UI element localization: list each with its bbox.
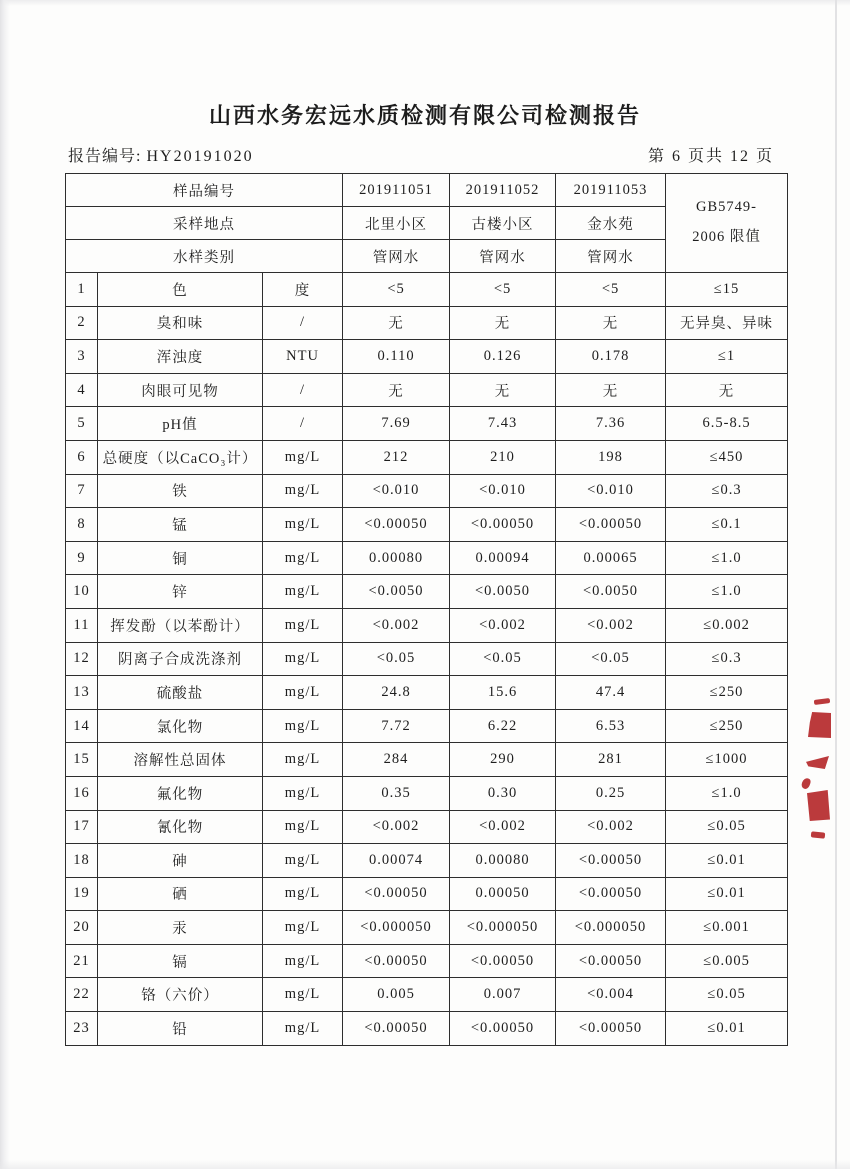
row-number: 16 — [66, 776, 98, 810]
param-name: 铜 — [98, 541, 263, 575]
param-unit: mg/L — [263, 642, 343, 676]
limit-value: 无 — [666, 373, 788, 407]
param-unit: mg/L — [263, 1012, 343, 1046]
param-name: 总硬度（以CaCO₃计） — [98, 440, 263, 474]
value-sample1: 7.72 — [343, 709, 450, 743]
limit-value: ≤250 — [666, 676, 788, 710]
value-sample2: 0.00080 — [450, 844, 556, 878]
location-1: 北里小区 — [343, 207, 450, 240]
limit-value: ≤0.05 — [666, 978, 788, 1012]
param-unit: mg/L — [263, 474, 343, 508]
param-name: 锌 — [98, 575, 263, 609]
value-sample2: 0.00050 — [450, 877, 556, 911]
sample-id-3: 201911053 — [556, 174, 666, 207]
param-name: 氰化物 — [98, 810, 263, 844]
value-sample1: <0.00050 — [343, 1012, 450, 1046]
value-sample2: <0.002 — [450, 810, 556, 844]
row-number: 1 — [66, 273, 98, 307]
value-sample1: 7.69 — [343, 407, 450, 441]
report-number-value: HY20191020 — [146, 148, 254, 165]
row-number: 6 — [66, 440, 98, 474]
location-3: 金水苑 — [556, 207, 666, 240]
sample-type-1: 管网水 — [343, 240, 450, 273]
value-sample1: 284 — [343, 743, 450, 777]
param-name: 阴离子合成洗涤剂 — [98, 642, 263, 676]
param-name: 镉 — [98, 944, 263, 978]
value-sample3: <0.002 — [556, 810, 666, 844]
limit-value: ≤450 — [666, 440, 788, 474]
value-sample1: 212 — [343, 440, 450, 474]
value-sample1: 无 — [343, 373, 450, 407]
param-unit: mg/L — [263, 508, 343, 542]
seal-stroke — [808, 712, 831, 738]
param-unit: mg/L — [263, 575, 343, 609]
param-name: 浑浊度 — [98, 340, 263, 374]
report-meta — [68, 143, 774, 166]
seal-stroke — [811, 831, 826, 838]
param-name: 砷 — [98, 844, 263, 878]
row-number: 14 — [66, 709, 98, 743]
limit-value: ≤0.01 — [666, 877, 788, 911]
row-number: 20 — [66, 911, 98, 945]
limit-value: ≤0.05 — [666, 810, 788, 844]
table-row — [66, 642, 788, 676]
limit-value: 无异臭、异味 — [666, 306, 788, 340]
limit-value: ≤1.0 — [666, 541, 788, 575]
sample-id-1: 201911051 — [343, 174, 450, 207]
value-sample1: 0.00080 — [343, 541, 450, 575]
value-sample1: <0.002 — [343, 608, 450, 642]
param-name: 溶解性总固体 — [98, 743, 263, 777]
value-sample3: <0.002 — [556, 608, 666, 642]
table-row — [66, 877, 788, 911]
limit-value: ≤1.0 — [666, 776, 788, 810]
param-unit: / — [263, 373, 343, 407]
value-sample3: 281 — [556, 743, 666, 777]
table-row — [66, 978, 788, 1012]
table-row — [66, 709, 788, 743]
value-sample3: <0.00050 — [556, 844, 666, 878]
value-sample2: <5 — [450, 273, 556, 307]
table-row — [66, 373, 788, 407]
row-number: 7 — [66, 474, 98, 508]
table-row — [66, 810, 788, 844]
seal-stroke — [814, 698, 830, 705]
value-sample2: 0.00094 — [450, 541, 556, 575]
param-name: 肉眼可见物 — [98, 373, 263, 407]
value-sample1: <0.00050 — [343, 944, 450, 978]
limit-value: ≤0.01 — [666, 1012, 788, 1046]
table-row — [66, 676, 788, 710]
param-name: 铅 — [98, 1012, 263, 1046]
red-seal-fragment-icon — [798, 692, 835, 847]
param-unit: mg/L — [263, 877, 343, 911]
value-sample3: 0.178 — [556, 340, 666, 374]
table-row — [66, 340, 788, 374]
limit-value: ≤0.002 — [666, 608, 788, 642]
location-2: 古楼小区 — [450, 207, 556, 240]
value-sample1: <0.002 — [343, 810, 450, 844]
value-sample2: <0.00050 — [450, 944, 556, 978]
param-name: 硫酸盐 — [98, 676, 263, 710]
value-sample3: <0.00050 — [556, 508, 666, 542]
value-sample2: <0.000050 — [450, 911, 556, 945]
sample-type-3: 管网水 — [556, 240, 666, 273]
value-sample2: <0.00050 — [450, 508, 556, 542]
value-sample3: <0.010 — [556, 474, 666, 508]
value-sample2: 无 — [450, 306, 556, 340]
value-sample1: 0.35 — [343, 776, 450, 810]
value-sample3: 198 — [556, 440, 666, 474]
param-unit: 度 — [263, 273, 343, 307]
limit-value: ≤0.005 — [666, 944, 788, 978]
value-sample3: <0.000050 — [556, 911, 666, 945]
value-sample3: <0.05 — [556, 642, 666, 676]
row-number: 15 — [66, 743, 98, 777]
seal-stroke — [807, 790, 830, 821]
value-sample2: <0.05 — [450, 642, 556, 676]
value-sample3: <5 — [556, 273, 666, 307]
param-unit: mg/L — [263, 743, 343, 777]
page-title: 山西水务宏远水质检测有限公司检测报告 — [208, 103, 641, 128]
value-sample1: 24.8 — [343, 676, 450, 710]
sample-type-label: 水样类别 — [66, 240, 343, 273]
param-name: 氟化物 — [98, 776, 263, 810]
param-unit: mg/L — [263, 676, 343, 710]
value-sample3: 无 — [556, 373, 666, 407]
row-number: 22 — [66, 978, 98, 1012]
limit-value: ≤15 — [666, 273, 788, 307]
value-sample1: 0.110 — [343, 340, 450, 374]
param-unit: mg/L — [263, 608, 343, 642]
value-sample2: 6.22 — [450, 709, 556, 743]
row-number: 13 — [66, 676, 98, 710]
param-name: pH值 — [98, 407, 263, 441]
value-sample1: <0.0050 — [343, 575, 450, 609]
sample-id-2: 201911052 — [450, 174, 556, 207]
value-sample2: 0.126 — [450, 340, 556, 374]
value-sample2: <0.010 — [450, 474, 556, 508]
sample-type-2: 管网水 — [450, 240, 556, 273]
param-unit: / — [263, 306, 343, 340]
sample-id-label: 样品编号 — [66, 174, 343, 207]
row-number: 11 — [66, 608, 98, 642]
table-row — [66, 273, 788, 307]
value-sample3: 无 — [556, 306, 666, 340]
scan-edge-top — [0, 0, 850, 6]
scan-edge-right — [835, 0, 837, 1169]
table-row — [66, 541, 788, 575]
row-number: 3 — [66, 340, 98, 374]
value-sample3: 47.4 — [556, 676, 666, 710]
table-row — [66, 575, 788, 609]
row-number: 23 — [66, 1012, 98, 1046]
value-sample2: <0.002 — [450, 608, 556, 642]
scan-edge-bottom — [0, 1160, 850, 1169]
value-sample2: 290 — [450, 743, 556, 777]
limit-value: 6.5-8.5 — [666, 407, 788, 441]
row-number: 2 — [66, 306, 98, 340]
param-name: 汞 — [98, 911, 263, 945]
param-unit: mg/L — [263, 776, 343, 810]
param-name: 挥发酚（以苯酚计） — [98, 608, 263, 642]
table-row — [66, 474, 788, 508]
table-row — [66, 508, 788, 542]
param-unit: NTU — [263, 340, 343, 374]
param-unit: mg/L — [263, 911, 343, 945]
row-number: 12 — [66, 642, 98, 676]
row-number: 21 — [66, 944, 98, 978]
limit-value: ≤1.0 — [666, 575, 788, 609]
value-sample1: <0.05 — [343, 642, 450, 676]
value-sample1: 无 — [343, 306, 450, 340]
value-sample2: 0.007 — [450, 978, 556, 1012]
table-row — [66, 608, 788, 642]
limit-value: ≤1000 — [666, 743, 788, 777]
row-number: 18 — [66, 844, 98, 878]
value-sample2: 无 — [450, 373, 556, 407]
results-table — [65, 173, 788, 1046]
value-sample2: 210 — [450, 440, 556, 474]
table-row — [66, 1012, 788, 1046]
param-name: 铬（六价） — [98, 978, 263, 1012]
param-name: 铁 — [98, 474, 263, 508]
limit-value: ≤0.01 — [666, 844, 788, 878]
value-sample2: 0.30 — [450, 776, 556, 810]
location-label: 采样地点 — [66, 207, 343, 240]
value-sample3: 0.25 — [556, 776, 666, 810]
row-number: 4 — [66, 373, 98, 407]
value-sample2: <0.00050 — [450, 1012, 556, 1046]
value-sample2: 15.6 — [450, 676, 556, 710]
param-unit: mg/L — [263, 978, 343, 1012]
param-unit: mg/L — [263, 440, 343, 474]
param-unit: mg/L — [263, 944, 343, 978]
limit-header-line2: 2006 限值 — [692, 229, 761, 245]
table-row — [66, 944, 788, 978]
limit-value: ≤0.001 — [666, 911, 788, 945]
limit-value: ≤0.3 — [666, 474, 788, 508]
value-sample1: <5 — [343, 273, 450, 307]
value-sample3: <0.00050 — [556, 944, 666, 978]
value-sample1: <0.010 — [343, 474, 450, 508]
results-table-body — [66, 273, 788, 1046]
row-number: 17 — [66, 810, 98, 844]
table-row — [66, 306, 788, 340]
table-row — [66, 776, 788, 810]
value-sample3: 0.00065 — [556, 541, 666, 575]
limit-header-line1: GB5749- — [696, 199, 758, 216]
value-sample3: <0.00050 — [556, 1012, 666, 1046]
value-sample3: 7.36 — [556, 407, 666, 441]
param-unit: mg/L — [263, 541, 343, 575]
row-number: 19 — [66, 877, 98, 911]
row-number: 8 — [66, 508, 98, 542]
param-unit: mg/L — [263, 709, 343, 743]
limit-value: ≤250 — [666, 709, 788, 743]
param-unit: mg/L — [263, 844, 343, 878]
table-row — [66, 911, 788, 945]
limit-value: ≤1 — [666, 340, 788, 374]
param-unit: / — [263, 407, 343, 441]
limit-value: ≤0.1 — [666, 508, 788, 542]
value-sample3: <0.00050 — [556, 877, 666, 911]
param-unit: mg/L — [263, 810, 343, 844]
value-sample1: <0.00050 — [343, 877, 450, 911]
report-number-label: 报告编号: — [68, 148, 142, 165]
limit-value: ≤0.3 — [666, 642, 788, 676]
value-sample3: 6.53 — [556, 709, 666, 743]
row-number: 10 — [66, 575, 98, 609]
scan-edge-left — [0, 0, 10, 1169]
value-sample1: <0.000050 — [343, 911, 450, 945]
value-sample2: <0.0050 — [450, 575, 556, 609]
row-number: 9 — [66, 541, 98, 575]
value-sample1: <0.00050 — [343, 508, 450, 542]
param-name: 氯化物 — [98, 709, 263, 743]
header-row-sample-id — [66, 174, 788, 207]
param-name: 硒 — [98, 877, 263, 911]
table-row — [66, 440, 788, 474]
table-row — [66, 844, 788, 878]
page-indicator: 第 6 页共 12 页 — [647, 148, 774, 165]
report-number — [68, 143, 254, 166]
limit-column-header — [666, 174, 788, 273]
table-row — [66, 407, 788, 441]
param-name: 锰 — [98, 508, 263, 542]
seal-stroke — [800, 777, 811, 790]
table-row — [66, 743, 788, 777]
value-sample1: 0.005 — [343, 978, 450, 1012]
value-sample1: 0.00074 — [343, 844, 450, 878]
value-sample3: <0.0050 — [556, 575, 666, 609]
row-number: 5 — [66, 407, 98, 441]
value-sample2: 7.43 — [450, 407, 556, 441]
param-name: 色 — [98, 273, 263, 307]
seal-stroke — [806, 756, 829, 769]
param-name: 臭和味 — [98, 306, 263, 340]
value-sample3: <0.004 — [556, 978, 666, 1012]
